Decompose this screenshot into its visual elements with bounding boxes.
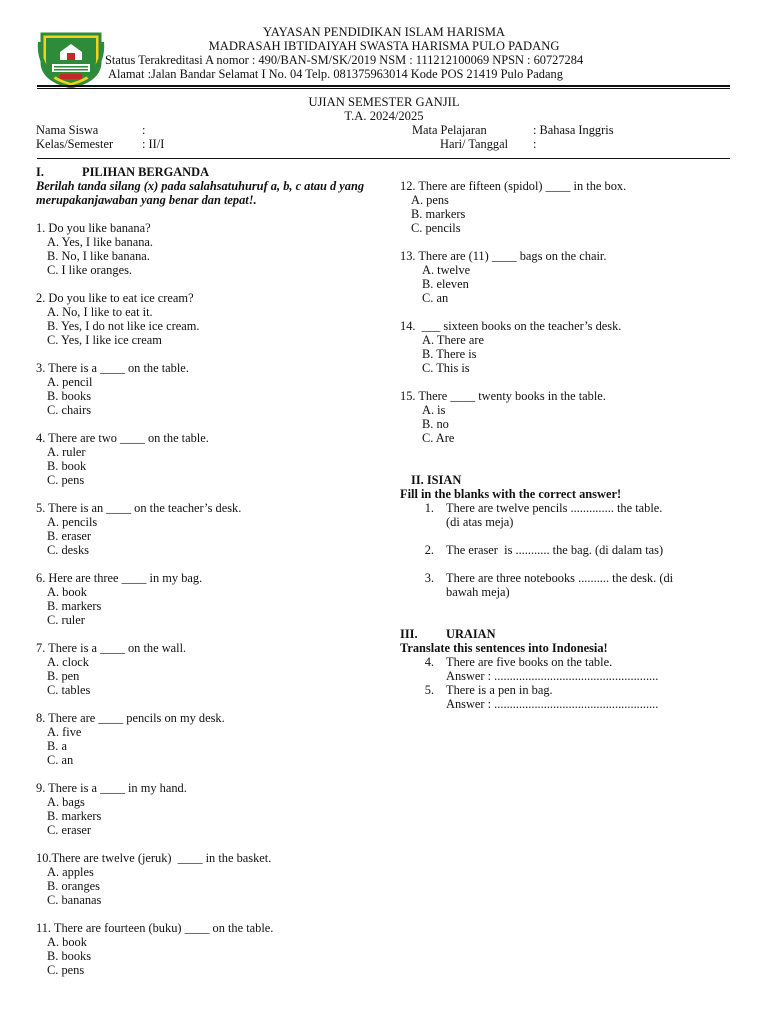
option-c: C. Are <box>422 431 455 445</box>
option-a: A. pens <box>411 193 449 207</box>
option-c: C. Yes, I like ice cream <box>47 333 162 347</box>
option-a: A. twelve <box>422 263 471 277</box>
date-label: Hari/ Tanggal <box>440 137 509 151</box>
section-1-heading <box>36 165 371 179</box>
section-2-instruction: Fill in the blanks with the correct answer! <box>400 487 622 501</box>
fill-item-number: 1. <box>424 501 434 515</box>
option-c: C. chairs <box>47 403 92 417</box>
question-5 <box>36 501 371 557</box>
subject-value: : Bahasa Inggris <box>533 123 614 137</box>
question-text: 7. There is a ____ on the wall. <box>36 641 187 655</box>
question-8 <box>36 711 371 767</box>
option-b: B. book <box>47 459 87 473</box>
fill-item-text: There are three notebooks .......... the desk. (di <box>446 571 674 585</box>
class-semester-value: : II/I <box>142 137 165 151</box>
option-c: C. an <box>422 291 449 305</box>
question-text: 12. There are fifteen (spidol) ____ in the box. <box>400 179 627 193</box>
question-3 <box>36 361 371 417</box>
option-b: B. There is <box>422 347 477 361</box>
accreditation-status: Status Terakreditasi A nomor : 490/BAN-SM/SK/2019 NSM : 111212100069 NPSN : 60727284 <box>105 53 584 67</box>
date-value: : <box>533 137 537 151</box>
question-text: 8. There are ____ pencils on my desk. <box>36 711 225 725</box>
question-7 <box>36 641 371 697</box>
option-b: B. no <box>422 417 449 431</box>
fill-item-text: The eraser is ........... the bag. (di dalam tas) <box>446 543 664 557</box>
option-a: A. book <box>47 935 87 949</box>
question-2 <box>36 291 371 347</box>
header-divider-thin <box>37 88 730 89</box>
option-a: A. bags <box>47 795 85 809</box>
right-column <box>400 179 740 711</box>
translate-item-number: 5. <box>424 683 434 697</box>
question-text: 9. There is a ____ in my hand. <box>36 781 187 795</box>
option-b: B. markers <box>47 599 102 613</box>
student-name-value: : <box>142 123 146 137</box>
option-c: C. I like oranges. <box>47 263 132 277</box>
option-b: B. eraser <box>47 529 92 543</box>
option-c: C. This is <box>422 361 470 375</box>
option-c: C. eraser <box>47 823 92 837</box>
section-3-instruction: Translate this sentences into Indonesia! <box>400 641 608 655</box>
subject-label: Mata Pelajaran <box>412 123 487 137</box>
option-c: C. tables <box>47 683 91 697</box>
question-10 <box>36 851 371 907</box>
question-11 <box>36 921 371 977</box>
question-text: 13. There are (11) ____ bags on the chair. <box>400 249 607 263</box>
question-text: 15. There ____ twenty books in the table. <box>400 389 606 403</box>
exam-title: UJIAN SEMESTER GANJIL <box>308 95 460 109</box>
option-b: B. a <box>47 739 67 753</box>
translate-item-number: 4. <box>424 655 434 669</box>
translate-item-5 <box>400 683 740 711</box>
question-text: 5. There is an ____ on the teacher’s desk. <box>36 501 242 515</box>
option-a: A. pencils <box>47 515 98 529</box>
option-c: C. pens <box>47 473 85 487</box>
translate-item-4 <box>400 655 740 683</box>
option-a: A. clock <box>47 655 89 669</box>
section-3-number: III. <box>400 627 418 641</box>
option-a: A. five <box>47 725 82 739</box>
section-3-title: URAIAN <box>446 627 496 641</box>
answer-line: Answer : ..................................................... <box>446 669 659 683</box>
info-divider <box>37 158 730 159</box>
section-1-instruction: Berilah tanda silang (x) pada salahsatuhuruf a, b, c atau d yang merupakanjawaban yang benar dan tepat!. <box>36 179 365 207</box>
question-13 <box>400 249 740 305</box>
fill-item-2 <box>400 543 740 557</box>
option-b: B. Yes, I do not like ice cream. <box>47 319 200 333</box>
option-b: B. markers <box>411 207 466 221</box>
option-b: B. markers <box>47 809 102 823</box>
fill-item-hint: (di atas meja) <box>446 515 514 529</box>
option-c: C. pens <box>47 963 85 977</box>
section-1-title: PILIHAN BERGANDA <box>82 165 210 179</box>
translate-item-text: There is a pen in bag. <box>446 683 553 697</box>
question-1 <box>36 221 371 277</box>
section-1-number: I. <box>36 165 44 179</box>
option-c: C. pencils <box>411 221 461 235</box>
foundation-name: YAYASAN PENDIDIKAN ISLAM HARISMA <box>263 25 505 39</box>
question-4 <box>36 431 371 487</box>
option-b: B. books <box>47 949 92 963</box>
option-b: B. books <box>47 389 92 403</box>
question-9 <box>36 781 371 837</box>
fill-item-text: There are twelve pencils .............. the table. <box>446 501 663 515</box>
class-semester-label: Kelas/Semester <box>36 137 114 151</box>
option-a: A. pencil <box>47 375 93 389</box>
exam-year: T.A. 2024/2025 <box>344 109 424 123</box>
option-b: B. oranges <box>47 879 100 893</box>
question-text: 11. There are fourteen (buku) ____ on the table. <box>36 921 274 935</box>
option-c: C. bananas <box>47 893 102 907</box>
question-14 <box>400 319 740 375</box>
option-c: C. ruler <box>47 613 85 627</box>
fill-item-number: 2. <box>424 543 434 557</box>
option-a: A. apples <box>47 865 94 879</box>
fill-item-1 <box>400 501 740 529</box>
option-a: A. book <box>47 585 87 599</box>
question-text: 2. Do you like to eat ice cream? <box>36 291 194 305</box>
question-text: 3. There is a ____ on the table. <box>36 361 189 375</box>
option-c: C. desks <box>47 543 89 557</box>
header-divider <box>37 85 730 87</box>
fill-item-3 <box>400 571 740 599</box>
section-3-heading <box>400 627 740 641</box>
option-a: A. Yes, I like banana. <box>47 235 153 249</box>
option-c: C. an <box>47 753 74 767</box>
question-text: 14. ___ sixteen books on the teacher’s desk. <box>400 319 622 333</box>
answer-line: Answer : ..................................................... <box>446 697 659 711</box>
question-15 <box>400 389 740 445</box>
question-text: 10.There are twelve (jeruk) ____ in the basket. <box>36 851 272 865</box>
option-b: B. No, I like banana. <box>47 249 150 263</box>
fill-item-number: 3. <box>424 571 434 585</box>
left-column <box>36 165 371 977</box>
question-12 <box>400 179 740 235</box>
translate-item-text: There are five books on the table. <box>446 655 613 669</box>
section-2-title: II. ISIAN <box>411 473 462 487</box>
question-6 <box>36 571 371 627</box>
fill-item-hint: bawah meja) <box>446 585 510 599</box>
option-a: A. No, I like to eat it. <box>47 305 153 319</box>
question-text: 1. Do you like banana? <box>36 221 151 235</box>
option-a: A. There are <box>422 333 485 347</box>
question-text: 6. Here are three ____ in my bag. <box>36 571 203 585</box>
student-name-label: Nama Siswa <box>36 123 99 137</box>
option-b: B. eleven <box>422 277 469 291</box>
school-address: Alamat :Jalan Bandar Selamat I No. 04 Telp. 081375963014 Kode POS 21419 Pulo Padang <box>108 67 563 81</box>
option-a: A. is <box>422 403 446 417</box>
option-b: B. pen <box>47 669 80 683</box>
option-a: A. ruler <box>47 445 86 459</box>
question-text: 4. There are two ____ on the table. <box>36 431 209 445</box>
school-name: MADRASAH IBTIDAIYAH SWASTA HARISMA PULO PADANG <box>208 39 560 53</box>
